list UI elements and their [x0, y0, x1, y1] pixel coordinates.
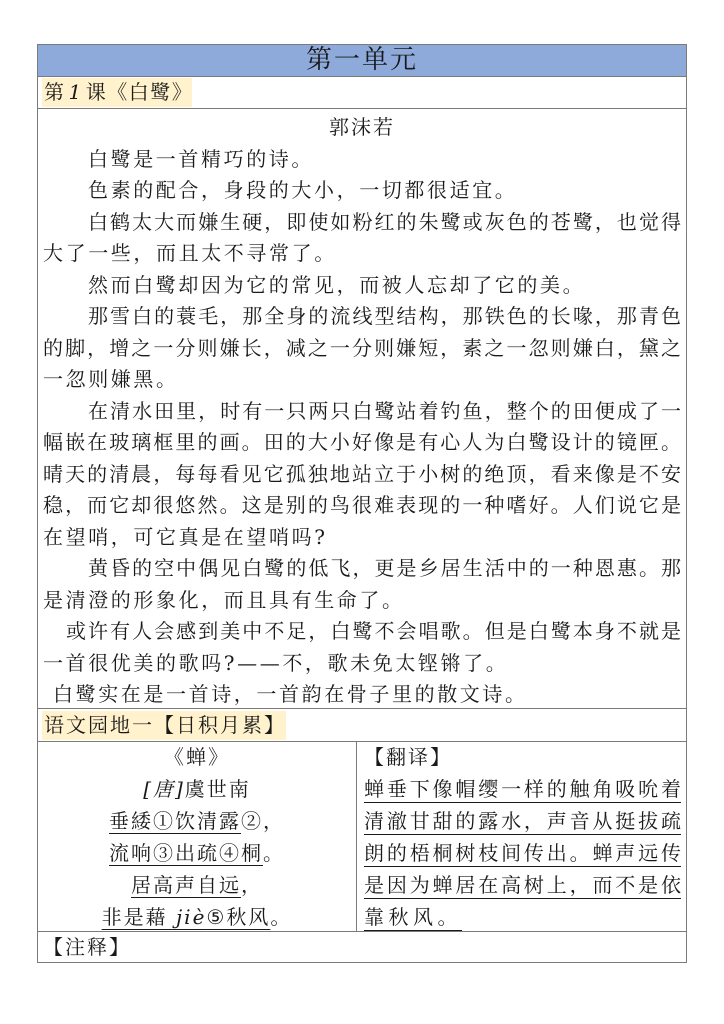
lesson-prefix: 第 [44, 80, 66, 104]
poem-translation-row [38, 742, 686, 932]
section-row [38, 710, 686, 742]
notes-row [38, 932, 686, 962]
unit-title: 第一单元 [305, 45, 418, 75]
essay-line: 一忽则嫌黑。 [43, 367, 179, 391]
section-title: 语文园地一【日积月累】 [42, 711, 286, 740]
poem-line-tail: ， [241, 873, 263, 897]
poem-line [38, 869, 356, 901]
essay-line: 在清水田里，时有一只两只白鹭站着钓鱼，整个的田便成了一 [88, 398, 681, 423]
poem-line [38, 901, 356, 933]
essay-line: 黄昏的空中偶见白鹭的低飞，更是乡居生活中的一种恩惠。那 [88, 556, 681, 580]
translation-column [358, 742, 686, 931]
lesson-name: 课《白鹭》 [85, 80, 194, 104]
essay-line: 那雪白的蓑毛，那全身的流线型结构，那铁色的长喙，那青色 [88, 304, 681, 328]
essay-line: 白鹭实在是一首诗，一首韵在骨子里的散文诗。 [53, 682, 528, 706]
poem-line [38, 805, 356, 837]
essay-body [38, 109, 686, 709]
essay-line: 幅嵌在玻璃框里的画。田的大小好像是有心人为白鹭设计的镜匣。 [43, 430, 681, 454]
poem-column [38, 742, 357, 931]
poem-title: 《蝉》 [164, 745, 230, 769]
poem-line-text: 居高声自远 [131, 873, 241, 897]
poem-pinyin: jiè [175, 905, 207, 929]
poem-line-text: ⑤秋风 [206, 905, 271, 929]
essay-line: 大了一些，而且太不寻常了。 [43, 241, 337, 265]
essay-line: 色素的配合，身段的大小，一切都很适宜。 [88, 178, 518, 202]
poem-line-text: 垂緌①饮清露 [109, 809, 241, 833]
essay-line: 白鹤太大而嫌生硬，即使如粉红的朱鹭或灰色的苍鹭，也觉得 [88, 209, 681, 234]
notes-label: 【注释】 [43, 935, 131, 959]
worksheet-table [37, 44, 687, 963]
poem-line-text: 非是藉 [101, 905, 176, 929]
translation-label: 【翻译】 [364, 745, 452, 769]
essay-author: 郭沫若 [329, 115, 395, 139]
poem-dynasty: [唐] [143, 777, 185, 801]
poem-author [38, 773, 356, 805]
translation-line: 是因为蝉居在高树上，而不是依 [364, 873, 681, 897]
poem-poet: 虞世南 [184, 777, 251, 801]
translation-line: 清澈甘甜的露水，声音从挺拔疏 [364, 809, 681, 833]
essay-line: 是清澄的形象化，而且具有生命了。 [43, 587, 405, 612]
lesson-title-highlight [42, 78, 192, 107]
lesson-row [38, 77, 686, 109]
translation-line: 靠秋风。 [364, 905, 462, 929]
translation-line: 蝉垂下像帽缨一样的触角吸吮着 [364, 777, 681, 801]
poem-line-tail: 。 [270, 905, 293, 929]
poem-line-text: 流响③出疏④桐 [109, 841, 263, 865]
essay-line: 在望哨，可它真是在望哨吗? [43, 524, 328, 549]
essay-line: 稳，而它却很悠然。这是别的鸟很难表现的一种嗜好。人们说它是 [43, 493, 681, 517]
essay-line: 然而白鹭却因为它的常见，而被人忘却了它的美。 [88, 272, 586, 297]
essay-line: 的脚，增之一分则嫌长，减之一分则嫌短，素之一忽则嫌白，黛之 [43, 335, 681, 360]
lesson-number: 1 [68, 80, 83, 104]
essay-line: 或许有人会感到美中不足，白鹭不会唱歌。但是白鹭本身不就是 [66, 619, 681, 643]
essay-line: 晴天的清晨，每每看见它孤独地站立于小树的绝顶，看来像是不安 [43, 461, 681, 486]
poem-line-tail: 。 [263, 841, 285, 865]
poem-line [38, 837, 356, 869]
essay-line: 一首很优美的歌吗?——不，歌未免太铿锵了。 [43, 650, 509, 675]
translation-line: 朗的梧桐树枝间传出。蝉声远传 [364, 841, 681, 865]
essay-line: 白鹭是一首精巧的诗。 [88, 146, 314, 171]
poem-line-tail: ②， [241, 809, 285, 833]
unit-header [38, 45, 686, 77]
